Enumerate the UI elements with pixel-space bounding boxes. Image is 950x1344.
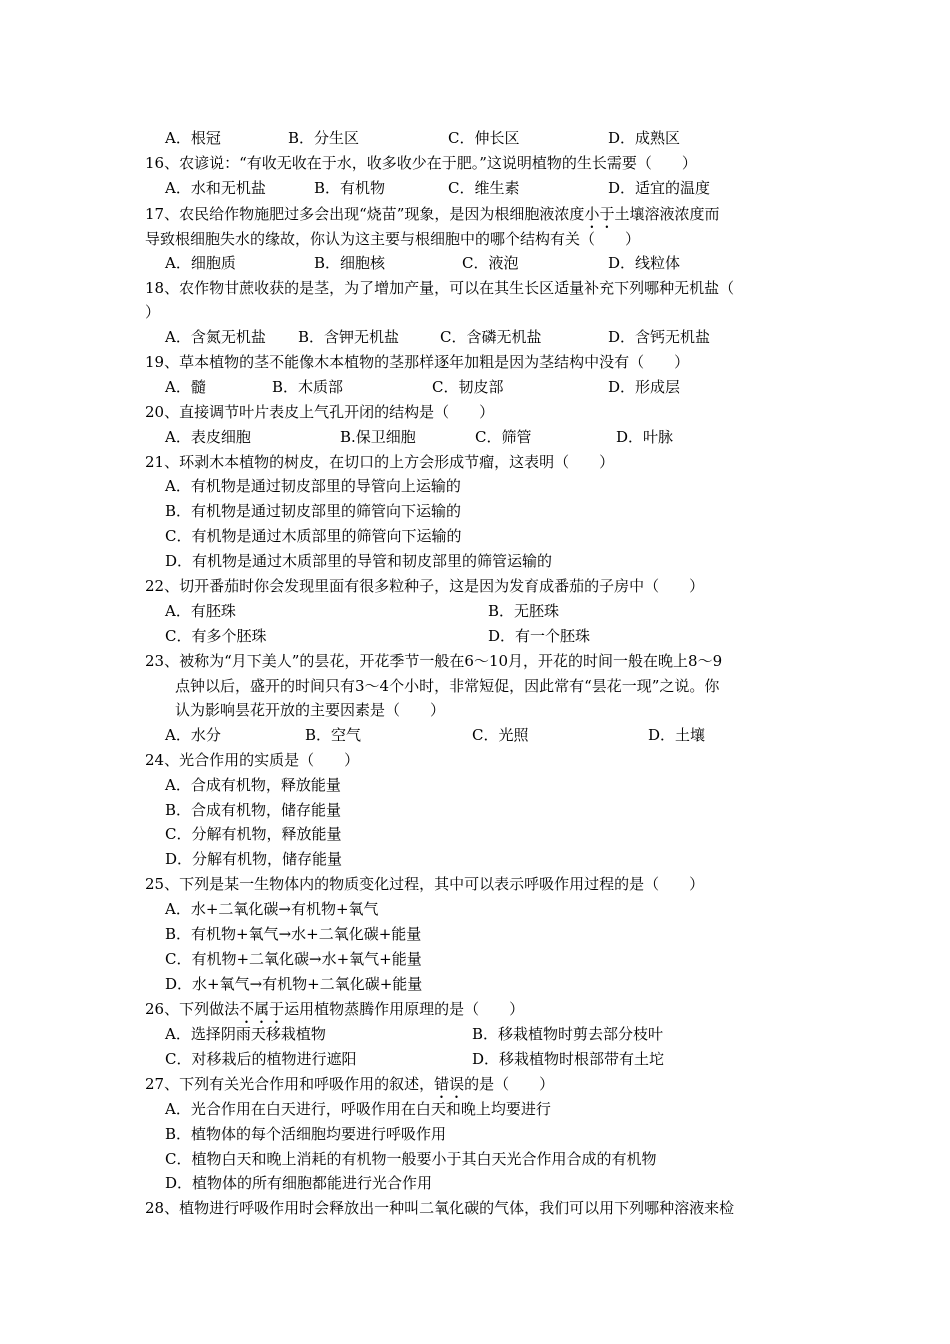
- q20-option-d: D．叶脉: [616, 428, 674, 446]
- q27-stem-part-b: 的是（ ）: [464, 1075, 555, 1093]
- q17-stem-line2: 导致根细胞失水的缘故，你认为这主要与根细胞中的哪个结构有关（ ）: [145, 230, 641, 248]
- q18-option-b: B．含钾无机盐: [298, 328, 400, 346]
- q26-stem-part-a: 26、下列做法: [145, 1000, 240, 1018]
- q24-option-c: C．分解有机物，释放能量: [165, 825, 342, 843]
- q17-emphasis: 小于: [584, 205, 615, 223]
- q17-option-d: D．线粒体: [608, 254, 681, 272]
- q26-option-a: A．选择阴雨天移栽植物: [165, 1025, 326, 1043]
- q27-stem: [145, 1074, 554, 1094]
- q23-stem-line2: 点钟以后，盛开的时间只有3～4个小时，非常短促，因此常有“昙花一现”之说。你: [175, 677, 720, 695]
- q17-option-c: C．液泡: [462, 254, 519, 272]
- q17-option-b: B．细胞核: [314, 254, 386, 272]
- q20-stem: 20、直接调节叶片表皮上气孔开闭的结构是（ ）: [145, 403, 495, 421]
- q26-emphasis: 不属于: [239, 1000, 285, 1018]
- q19-option-d: D．形成层: [608, 378, 681, 396]
- q16-option-d: D．适宜的温度: [608, 179, 711, 197]
- q18-stem: 18、农作物甘蔗收获的是茎，为了增加产量，可以在其生长区适量补充下列哪种无机盐（: [145, 279, 735, 297]
- q24-option-d: D．分解有机物，储存能量: [165, 850, 343, 868]
- q15-option-c: C．伸长区: [448, 129, 520, 147]
- q16-option-b: B．有机物: [314, 179, 386, 197]
- q17-option-a: A．细胞质: [165, 254, 236, 272]
- q22-option-a: A．有胚珠: [165, 602, 236, 620]
- q26-stem: [145, 999, 524, 1019]
- q16-option-c: C．维生素: [448, 179, 520, 197]
- q21-stem: 21、环剥木本植物的树皮，在切口的上方会形成节瘤，这表明（ ）: [145, 453, 615, 471]
- q20-option-c: C．筛管: [475, 428, 532, 446]
- q22-stem: 22、切开番茄时你会发现里面有很多粒种子，这是因为发育成番茄的子房中（ ）: [145, 577, 705, 595]
- q17-stem: [145, 204, 719, 224]
- q18-option-a: A．含氮无机盐: [165, 328, 266, 346]
- q25-option-b: B．有机物+氧气→水+二氧化碳+能量: [165, 925, 422, 943]
- q21-option-c: C．有机物是通过木质部里的筛管向下运输的: [165, 527, 462, 545]
- q23-option-a: A．水分: [165, 726, 221, 744]
- q26-option-c: C．对移栽后的植物进行遮阳: [165, 1050, 357, 1068]
- q25-option-d: D．水+氧气→有机物+二氧化碳+能量: [165, 975, 423, 993]
- q27-option-b: B．植物体的每个活细胞均要进行呼吸作用: [165, 1125, 447, 1143]
- q19-option-c: C．韧皮部: [432, 378, 504, 396]
- q27-emphasis: 错误: [434, 1075, 465, 1093]
- q26-stem-part-b: 运用植物蒸腾作用原理的是（ ）: [284, 1000, 525, 1018]
- q27-option-c: C．植物白天和晚上消耗的有机物一般要小于其白天光合作用合成的有机物: [165, 1150, 657, 1168]
- q24-stem: 24、光合作用的实质是（ ）: [145, 751, 360, 769]
- q15-option-d: D．成熟区: [608, 129, 681, 147]
- q21-option-a: A．有机物是通过韧皮部里的导管向上运输的: [165, 477, 461, 495]
- q24-option-a: A．合成有机物，释放能量: [165, 776, 341, 794]
- q15-option-a: A．根冠: [165, 129, 221, 147]
- q21-option-b: B．有机物是通过韧皮部里的筛管向下运输的: [165, 502, 462, 520]
- q26-option-b: B．移栽植物时剪去部分枝叶: [472, 1025, 664, 1043]
- q19-option-a: A．髓: [165, 378, 206, 396]
- q24-option-b: B．合成有机物，储存能量: [165, 801, 342, 819]
- q22-option-b: B．无胚珠: [488, 602, 560, 620]
- q23-stem-line3: 认为影响昙花开放的主要因素是（ ）: [175, 701, 446, 719]
- q23-option-b: B．空气: [305, 726, 362, 744]
- q27-option-a: A．光合作用在白天进行，呼吸作用在白天和晚上均要进行: [165, 1100, 551, 1118]
- q25-option-c: C．有机物+二氧化碳→水+氧气+能量: [165, 950, 422, 968]
- q17-stem-part-b: 土壤溶液浓度而: [614, 205, 720, 223]
- q28-stem: 28、植物进行呼吸作用时会释放出一种叫二氧化碳的气体，我们可以用下列哪种溶液来检: [145, 1199, 735, 1217]
- q16-option-a: A．水和无机盐: [165, 179, 266, 197]
- q22-option-c: C．有多个胚珠: [165, 627, 267, 645]
- q27-option-d: D．植物体的所有细胞都能进行光合作用: [165, 1174, 433, 1192]
- q27-stem-part-a: 27、下列有关光合作用和呼吸作用的叙述，: [145, 1075, 435, 1093]
- q18-option-d: D．含钙无机盐: [608, 328, 711, 346]
- q23-option-c: C．光照: [472, 726, 529, 744]
- q16-stem: 16、农谚说：“有收无收在于水，收多收少在于肥。”这说明植物的生长需要（ ）: [145, 154, 697, 172]
- q25-stem: 25、下列是某一生物体内的物质变化过程，其中可以表示呼吸作用过程的是（ ）: [145, 875, 705, 893]
- q22-option-d: D．有一个胚珠: [488, 627, 591, 645]
- q21-option-d: D．有机物是通过木质部里的导管和韧皮部里的筛管运输的: [165, 552, 553, 570]
- q18-option-c: C．含磷无机盐: [440, 328, 542, 346]
- q20-option-b: B.保卫细胞: [340, 428, 416, 446]
- q23-stem: 23、被称为“月下美人”的昙花，开花季节一般在6～10月，开花的时间一般在晚上8～9: [145, 652, 723, 670]
- q17-stem-part-a: 17、农民给作物施肥过多会出现“烧苗”现象，是因为根细胞液浓度: [145, 205, 585, 223]
- q19-stem: 19、草本植物的茎不能像木本植物的茎那样逐年加粗是因为茎结构中没有（ ）: [145, 353, 690, 371]
- q20-option-a: A．表皮细胞: [165, 428, 251, 446]
- q26-option-d: D．移栽植物时根部带有土坨: [472, 1050, 665, 1068]
- q23-option-d: D．土壤: [648, 726, 706, 744]
- q15-option-b: B．分生区: [288, 129, 360, 147]
- q19-option-b: B．木质部: [272, 378, 344, 396]
- q18-stem-line2: ）: [145, 303, 161, 321]
- q25-option-a: A．水+二氧化碳→有机物+氧气: [165, 900, 379, 918]
